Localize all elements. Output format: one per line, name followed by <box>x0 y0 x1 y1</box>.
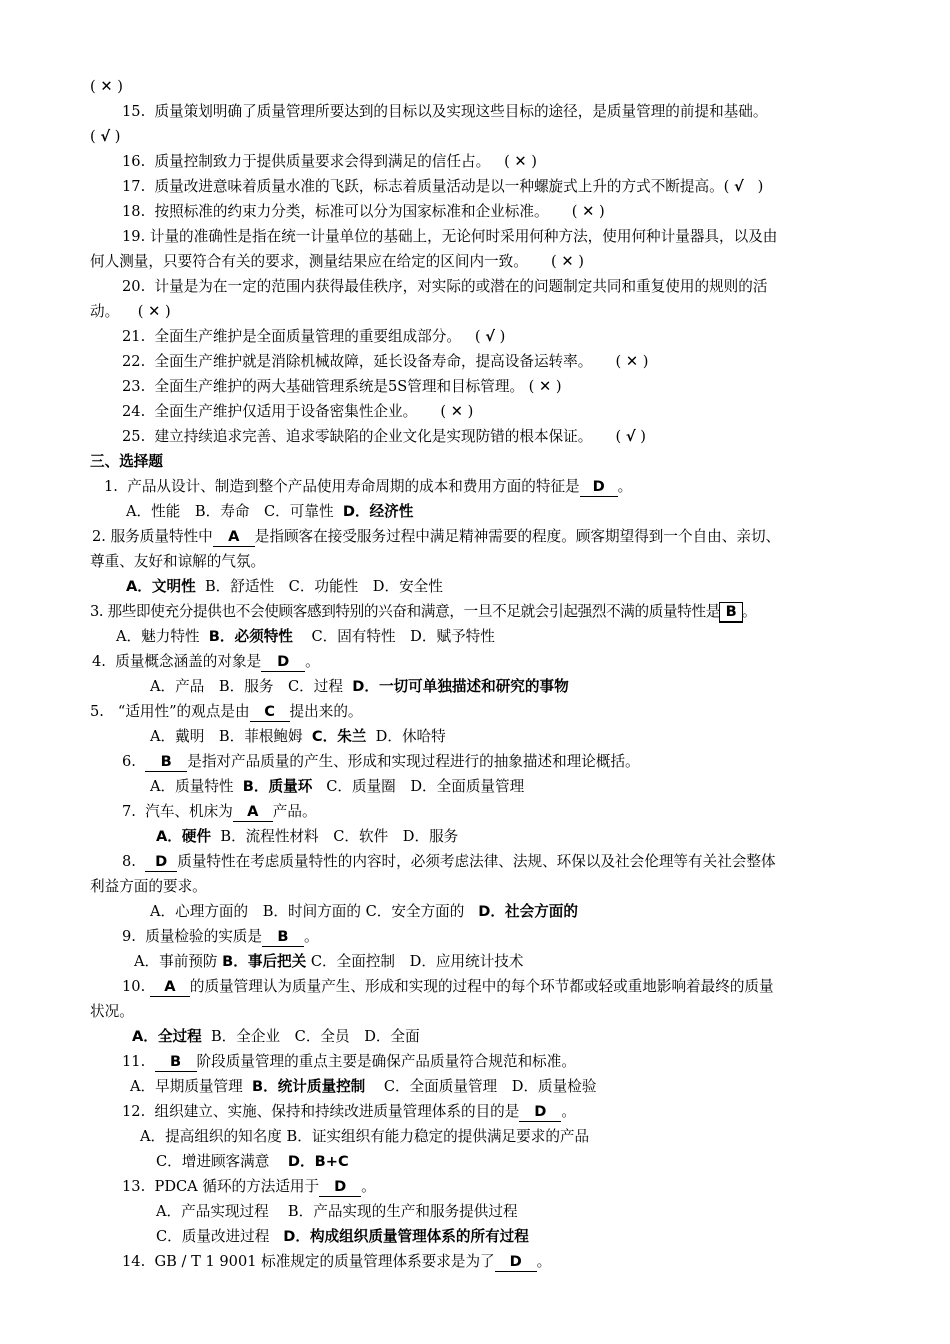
choice-question-9: 9. 质量检验的实质是 B 。 <box>122 928 319 945</box>
choice-question-7: 7. 汽车、机床为 A 产品。 <box>122 803 317 820</box>
judgment-item-25: 25. 建立持续追求完善、追求零缺陷的企业文化是实现防错的根本保证。 ( √ ) <box>122 428 646 445</box>
choice-options-13a: A．产品实现过程 B．产品实现的生产和服务提供过程 <box>156 1203 518 1220</box>
choice-options-12a: A．提高组织的知名度 B．证实组织有能力稳定的提供满足要求的产品 <box>140 1128 590 1145</box>
cross-mark: ✕ <box>514 153 527 170</box>
answer-blank: D <box>580 478 618 497</box>
answer-blank: B <box>262 928 304 947</box>
choice-question-1: 1. 产品从设计、制造到整个产品使用寿命周期的成本和费用方面的特征是 D 。 <box>104 478 633 495</box>
choice-options-2: A．文明性 B．舒适性 C．功能性 D．安全性 <box>126 578 443 595</box>
choice-question-4: 4. 质量概念涵盖的对象是 D 。 <box>92 653 320 670</box>
choice-question-8-cont: 利益方面的要求。 <box>90 878 207 895</box>
answer-blank: A <box>150 978 190 997</box>
judgment-item-24: 24. 全面生产维护仅适用于设备密集性企业。 ( ✕ ) <box>122 403 474 420</box>
answer-blank: D <box>495 1253 537 1272</box>
choice-question-6: 6. B 是指对产品质量的产生、形成和实现过程进行的抽象描述和理论概括。 <box>122 753 640 770</box>
choice-options-10: A．全过程 B．全企业 C．全员 D．全面 <box>132 1028 420 1045</box>
choice-options-5: A．戴明 B．菲根鲍姆 C．朱兰 D．休哈特 <box>150 728 446 745</box>
answer-blank: A <box>233 803 273 822</box>
cross-mark: ✕ <box>148 303 161 320</box>
choice-question-10-cont: 状况。 <box>90 1003 134 1020</box>
answer-blank: D <box>145 853 177 872</box>
answer-blank: C <box>250 703 290 722</box>
judgment-item-19: 19. 计量的准确性是指在统一计量单位的基础上，无论何时采用何种方法，使用何种计量器具，以及由 <box>122 228 778 245</box>
cross-mark: ✕ <box>100 78 113 95</box>
judgment-item-15: 15. 质量策划明确了质量管理所要达到的目标以及实现这些目标的途径，是质量管理的前提和基础。 <box>122 103 768 120</box>
answer-blank: B <box>720 603 742 622</box>
check-mark: √ <box>625 428 636 445</box>
judgment-item-20-cont: 动。 ( ✕ ) <box>90 303 171 320</box>
judgment-item-16: 16. 质量控制致力于提供质量要求会得到满足的信任占。 ( ✕ ) <box>122 153 537 170</box>
judgment-item-18: 18. 按照标准的约束力分类，标准可以分为国家标准和企业标准。 ( ✕ ) <box>122 203 605 220</box>
choice-options-4: A．产品 B．服务 C．过程 D．一切可单独描述和研究的事物 <box>150 678 569 695</box>
cross-mark: ✕ <box>625 353 639 370</box>
answer-blank: D <box>319 1178 361 1197</box>
judgment-item-22: 22. 全面生产维护就是消除机械故障，延长设备寿命，提高设备运转率。 ( ✕ ) <box>122 353 649 370</box>
choice-question-5: 5. “适用性”的观点是由 C 提出来的。 <box>90 703 363 720</box>
choice-question-2-cont: 尊重、友好和谅解的气氛。 <box>90 553 266 570</box>
choice-options-12b: C．增进顾客满意 D．B+C <box>156 1153 349 1170</box>
judgment-answer-14: ( ✕ ) <box>90 78 123 95</box>
cross-mark: ✕ <box>539 378 552 395</box>
cross-mark: ✕ <box>450 403 463 420</box>
choice-options-7: A．硬件 B．流程性材料 C．软件 D．服务 <box>156 828 459 845</box>
answer-blank: A <box>213 528 255 547</box>
check-mark: √ <box>485 328 495 345</box>
judgment-answer-15: ( √ ) <box>90 128 121 145</box>
check-mark: √ <box>100 128 111 145</box>
choice-options-9: A．事前预防 B．事后把关 C．全面控制 D．应用统计技术 <box>134 953 524 970</box>
choice-question-10: 10. A 的质量管理认为质量产生、形成和实现的过程中的每个环节都或轻或重地影响着最终的质量 <box>122 978 774 995</box>
cross-mark: ✕ <box>582 203 595 220</box>
choice-question-14: 14. GB / T 1 9001 标准规定的质量管理体系要求是为了 D 。 <box>122 1253 552 1270</box>
choice-options-13b: C．质量改进过程 D．构成组织质量管理体系的所有过程 <box>156 1228 529 1245</box>
document-page <box>90 74 862 1274</box>
cross-mark: ✕ <box>561 253 574 270</box>
choice-options-6: A．质量特性 B．质量环 C．质量圈 D．全面质量管理 <box>150 778 525 795</box>
choice-options-8: A．心理方面的 B．时间方面的 C．安全方面的 D．社会方面的 <box>150 903 578 920</box>
answer-blank: B <box>145 753 187 772</box>
answer-blank: D <box>519 1103 561 1122</box>
check-mark: √ <box>734 178 744 195</box>
judgment-item-23: 23. 全面生产维护的两大基础管理系统是5S管理和目标管理。 ( ✕ ) <box>122 378 562 395</box>
choice-question-8: 8. D 质量特性在考虑质量特性的内容时，必须考虑法律、法规、环保以及社会伦理等有关社会整体 <box>122 853 776 870</box>
answer-blank: D <box>261 653 305 672</box>
choice-question-11: 11. B 阶段质量管理的重点主要是确保产品质量符合规范和标准。 <box>122 1053 576 1070</box>
choice-question-3: 3. 那些即使充分提供也不会使顾客感到特别的兴奋和满意，一旦不足就会引起强烈不满的质量特性是 B 。 <box>90 603 757 620</box>
judgment-item-21: 21. 全面生产维护是全面质量管理的重要组成部分。 ( √ ) <box>122 328 506 345</box>
section-title: 三、选择题 <box>90 453 163 470</box>
choice-options-3: A．魅力特性 B．必须特性 C．固有特性 D．赋予特性 <box>116 628 495 645</box>
judgment-item-17: 17. 质量改进意味着质量水准的飞跃，标志着质量活动是以一种螺旋式上升的方式不断提高。( √ ) <box>122 178 764 195</box>
choice-options-1: A．性能 B．寿命 C．可靠性 D．经济性 <box>126 503 414 520</box>
choice-options-11: A．早期质量管理 B．统计质量控制 C．全面质量管理 D．质量检验 <box>130 1078 597 1095</box>
choice-question-2: 2. 服务质量特性中 A 是指顾客在接受服务过程中满足精神需要的程度。顾客期望得到一个自由、亲切、 <box>92 528 781 545</box>
choice-question-12: 12. 组织建立、实施、保持和持续改进质量管理体系的目的是 D 。 <box>122 1103 576 1120</box>
choice-question-13: 13. PDCA 循环的方法适用于 D 。 <box>122 1178 376 1195</box>
judgment-item-20: 20. 计量是为在一定的范围内获得最佳秩序，对实际的或潜在的问题制定共同和重复使用的规则的活 <box>122 278 768 295</box>
answer-blank: B <box>155 1053 197 1072</box>
judgment-item-19-cont: 何人测量，只要符合有关的要求，测量结果应在给定的区间内一致。 ( ✕ ) <box>90 253 584 270</box>
